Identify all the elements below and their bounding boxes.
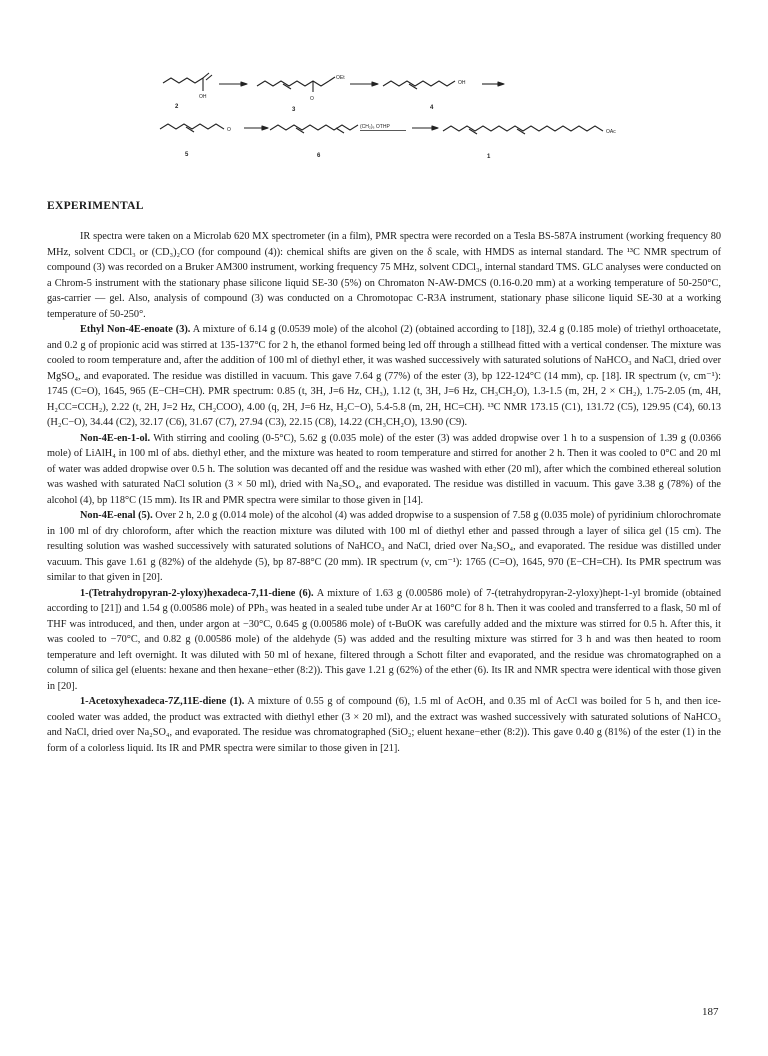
paragraph-runin-title: 1-(Tetrahydropyran-2-yloxy)hexadeca-7,11-diene (6). [80, 587, 314, 599]
paragraph-text: A mixture of 1.63 g (0.00586 mole) of 7-(tetrahydropyran-2-yloxy)hept-1-yl bromide (obtained according to [21]) and 1.54 g (0.00586 mole) of PPh₃ was heated in a sealed tube under Ar at 160°C for 8 h. Then it was cooled and transferred to a flask, 50 ml of THF was introduced, and then, under argon at −30°C, 0.645 g (0.00586 mole) of t-BuOK was carefully added and the mixture was stirred for 0.5 h. After this, it was cooled to −70°C, and 0.82 g (0.00586 mole) of the aldehyde (5) was added and the resulting mixture was stirred for 3 h and was then heated to room temperature and left overnight. It was diluted with 50 ml of hexane, filtered through a Schott filter and evaporated, and the residue was chromatographed on a column of silica gel (eluents: hexane and then hexane−ether (8:2)). This gave 1.21 g (62%) of the ether (6). Its IR and NMR spectra were identical with those given in [20]. [47, 587, 721, 692]
paragraph-text: IR spectra were taken on a Microlab 620 MX spectrometer (in a film), PMR spectra were recorded on a Tesla BS-587A instrument (working frequency 80 MHz, solvent CDCl₃ or (CD₃)₂CO (for compound (4)): chemical shifts are given on the δ scale, with HMDS as internal standard. The ¹³C NMR spectrum of compound (3) was recorded on a Bruker AM300 instrument, working frequency 75 MHz, solvent CDCl₃, internal standard TMS. GLC analyses were conducted on a Chrom-5 instrument with the stationary phase silicone liquid SE-30 (5%) on Chromaton N-AW-DMCS (0.16-0.20 mm) at a working temperature of 50-250°C, gas-carrier — gel. Also, analysis of compound (3) was conducted on a Chromotopac C-R3A instrument, stationary phase silicone liquid SE-30 at a working temperature of 50-250°. [47, 231, 721, 320]
reaction-arrow [372, 82, 378, 86]
paragraph-runin-title: Non-4E-enal (5). [80, 510, 153, 521]
paragraph-instrumentation [47, 229, 721, 322]
reaction-arrow [432, 126, 438, 130]
experimental-text [47, 229, 721, 756]
paragraph-alcohol-4 [47, 431, 721, 509]
section-heading: EXPERIMENTAL [47, 200, 144, 212]
structure-6 [270, 125, 358, 130]
paragraph-text: Over 2 h, 2.0 g (0.014 mole) of the alcohol (4) was added dropwise to a suspension of 7.58 g (0.035 mole) of pyridinium chlorochromate in 100 ml of dry chloroform, after which the reaction mixture was diluted with 100 ml of diethyl ether and passed through a layer of silica gel (15 cm). The resulting solution was washed successively with saturated solutions of NaHCO₃ and NaCl, dried over Na₂SO₄, and evaporated. The residue was distilled under vacuum. This gave 1.61 g (82%) of the aldehyde (5), bp 87-88°C (20 mm). IR spectrum (ν, cm⁻¹): 1765 (C=O), 1645, 970 (E−CH=CH). Its PMR spectrum was similar to that given in [20]. [47, 510, 721, 583]
compound-number-6: 6 [317, 153, 321, 159]
reaction-arrow [241, 82, 247, 86]
paragraph-runin-title: Ethyl Non-4E-enoate (3). [80, 324, 191, 335]
paragraph-acetate-1 [47, 694, 721, 756]
label-o-3: O [310, 96, 314, 102]
page-number: 187 [702, 1006, 719, 1018]
structure-2 [163, 73, 209, 83]
reaction-arrow [262, 126, 268, 130]
reaction-scheme-drawing [0, 0, 768, 185]
paragraph-ether-6 [47, 586, 721, 695]
label-oh-4: OH [458, 80, 466, 86]
label-o-5: O [227, 127, 231, 133]
label-chain-6: (CH₂)₆ OTHP [360, 124, 390, 130]
compound-number-4: 4 [430, 105, 434, 111]
paragraph-text: A mixture of 0.55 g of compound (6), 1.5 ml of AcOH, and 0.35 ml of AcCl was boiled for 5 h, and then ice-cooled water was added, the product was extracted with diethyl ether (3 × 20 ml), and the extract was washed successively with saturated solutions of NaHCO₃ and NaCl, dried over Na₂SO₄, and evaporated. The residue was chromatographed (SiO₂; eluent hexane−ether (8:2)). This gave 0.40 g (81%) of the ester (1) in the form of a colorless liquid. Its IR and PMR spectra were similar to those given in [21]. [47, 696, 721, 754]
structure-3 [257, 81, 329, 86]
reaction-arrow [498, 82, 504, 86]
compound-number-5: 5 [185, 152, 189, 158]
paragraph-text: A mixture of 6.14 g (0.0539 mole) of the alcohol (2) (obtained according to [18]), 32.4 g (0.185 mole) of triethyl orthoacetate, and 0.2 g of propionic acid was stirred at 135-137°C for 2 h, the ethanol formed being led off through a stillhead fitted with a vertical condenser. The mixture was cooled to room temperature and, after the addition of 100 ml of diethyl ether, it was washed successively with saturated solutions of NaHCO₃ and NaCl, dried over MgSO₄, and evaporated. The residue was distilled in vacuum. This gave 7.64 g (77%) of the ester (3), bp 122-124°C (14 mm), cp. [18]. IR spectrum (ν, cm⁻¹): 1745 (C=O), 1645, 965 (E−CH=CH). PMR spectrum: 0.85 (t, 3H, J=6 Hz, CH₃), 1.12 (t, 3H, J=6 Hz, CH₃CH₂O), 1.3-1.5 (m, 2H, 2 × CH₂), 1.75-2.05 (m, 4H, H₂CC=CCH₂), 2.22 (t, 2H, J=2 Hz, CH₂COO), 4.00 (q, 2H, J=6 Hz, H₂C−O), 5.4-5.8 (m, 2H, HC=CH). ¹³C NMR 173.15 (C1), 131.72 (C5), 129.95 (C4), 60.13 (H₂C−O), 34.44 (C2), 32.17 (C6), 31.67 (C7), 27.94 (C3), 22.15 (C8), 14.22 (CH₃CH₂O), 13.90 (C9). [47, 324, 721, 428]
label-oet: OEt [336, 75, 345, 81]
paragraph-runin-title: 1-Acetoxyhexadeca-7Z,11E-diene (1). [80, 696, 245, 707]
reaction-scheme [0, 0, 768, 185]
paragraph-aldehyde-5 [47, 508, 721, 586]
compound-number-3: 3 [292, 107, 296, 113]
label-oh-2: OH [199, 94, 207, 100]
label-oac: OAc [606, 129, 616, 135]
structure-4 [383, 81, 455, 86]
compound-number-1: 1 [487, 154, 491, 160]
paragraph-ester-3 [47, 322, 721, 431]
paragraph-runin-title: Non-4E-en-1-ol. [80, 432, 151, 444]
paragraph-text: With stirring and cooling (0-5°C), 5.62 g (0.035 mole) of the ester (3) was added dropwise over 1 h to a suspension of 1.39 g (0.0366 mole) of LiAlH₄ in 100 ml of abs. diethyl ether, and the mixture was heated to room temperature and stirred for another 2 h. Then it was cooled to 0°C and 20 ml of water was added dropwise over 0.5 h. The solution was decanted off and the residue was washed with ether (20 ml), after which the combined ethereal solution was washed with saturated NaCl solution (3 × 50 ml), dried with Na₂SO₄, and evaporated. The residue was distilled in vacuum. This gave 3.38 g (78%) of the alcohol (4), bp 118°C (15 mm). Its IR and PMR spectra were similar to those given in [14]. [47, 432, 721, 506]
structure-5 [160, 124, 224, 129]
compound-number-2: 2 [175, 104, 179, 110]
structure-1 [443, 126, 603, 131]
